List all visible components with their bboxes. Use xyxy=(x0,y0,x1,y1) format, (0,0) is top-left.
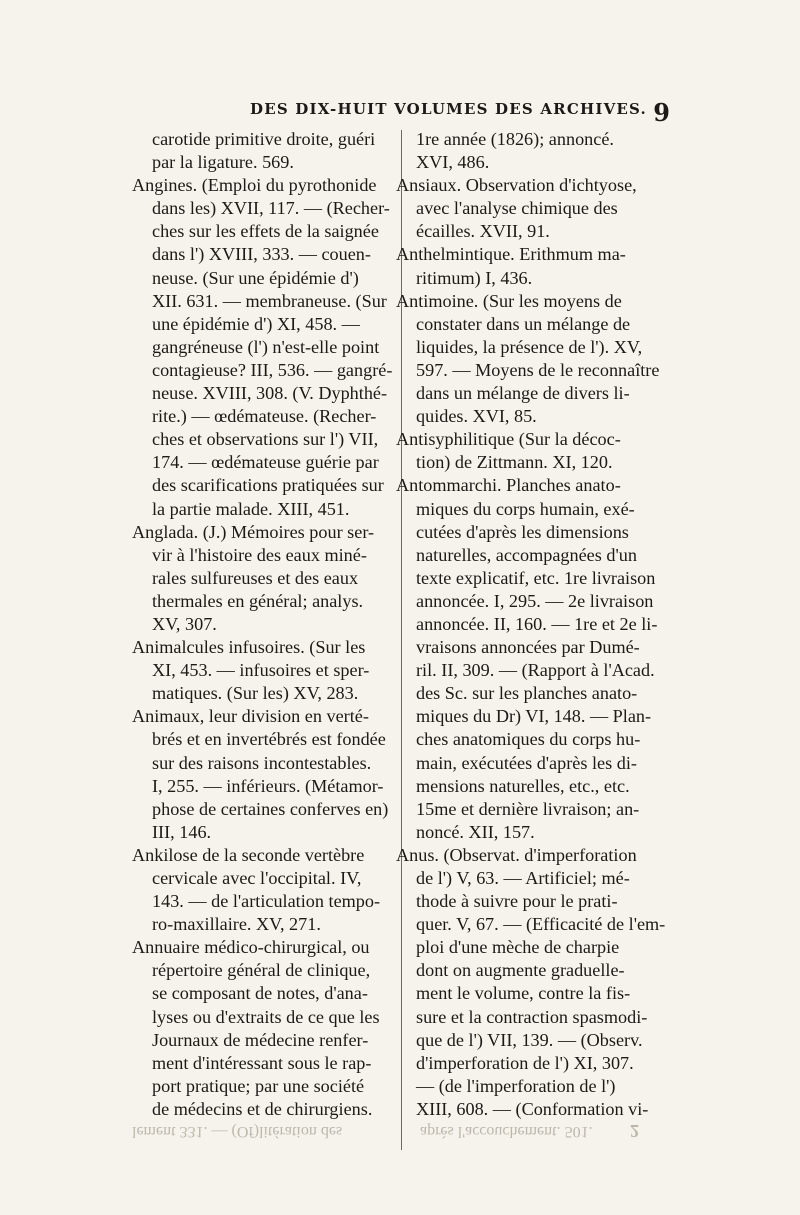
right-column-line: 1re année (1826); annoncé. xyxy=(416,129,614,149)
right-column-line: ril. II, 309. — (Rapport à l'Acad. xyxy=(416,660,655,681)
left-column-line: par la ligature. 569. xyxy=(152,152,294,173)
right-column-line: 597. — Moyens de le reconnaître xyxy=(416,359,660,380)
right-column-line: XVI, 486. xyxy=(416,152,490,173)
left-column-line: phose de certaines conferves en) xyxy=(152,798,389,819)
left-column-line: Angines. (Emploi du pyrothonide xyxy=(132,175,377,196)
page-header xyxy=(150,98,670,130)
left-column-line: rales sulfureuses et des eaux xyxy=(152,567,359,588)
left-column-line: gangréneuse (l') n'est-elle point xyxy=(152,336,380,357)
left-column-line: dans l') XVIII, 333. — couen- xyxy=(152,244,371,265)
left-column-line: neuse. XVIII, 308. (V. Dyphthé- xyxy=(152,383,388,404)
left-column-line: XII. 631. — membraneuse. (Sur xyxy=(152,290,387,311)
right-column-line: mensions naturelles, etc., etc. xyxy=(416,775,630,796)
right-column-line: cutées d'après les dimensions xyxy=(416,521,629,542)
right-column-line: ploi d'une mèche de charpie xyxy=(416,937,620,958)
right-column-line: vraisons annoncées par Dumé- xyxy=(416,637,640,658)
left-column-line: thermales en général; analys. xyxy=(152,590,364,611)
left-column-line: lyses ou d'extraits de ce que les xyxy=(152,1006,380,1027)
left-column-line: se composant de notes, d'ana- xyxy=(152,983,368,1004)
left-column-line: contagieuse? III, 536. — gangré- xyxy=(152,359,393,380)
left-column-line: matiques. (Sur les) XV, 283. xyxy=(152,683,359,704)
right-column-line: annoncée. II, 160. — 1re et 2e li- xyxy=(416,613,658,634)
right-column-line: que de l') VII, 139. — (Observ. xyxy=(416,1029,643,1050)
right-column-line: tion) de Zittmann. XI, 120. xyxy=(416,452,613,473)
left-column-line: port pratique; par une société xyxy=(152,1075,365,1096)
right-column-line: ritimum) I, 436. xyxy=(416,267,533,288)
bleed-through-right: après l'accouchement. 501. xyxy=(420,1123,593,1140)
left-column-line: XI, 453. — infusoires et sper- xyxy=(152,660,370,681)
right-column-line: Antimoine. (Sur les moyens de xyxy=(396,290,622,311)
right-column-line: ches anatomiques du corps hu- xyxy=(416,729,641,750)
left-column-line: carotide primitive droite, guéri xyxy=(152,129,376,149)
right-column-line: liquides, la présence de l'). XV, xyxy=(416,336,643,357)
left-column-line: Animaux, leur division en verté- xyxy=(132,706,369,727)
right-column-line: naturelles, accompagnées d'un xyxy=(416,544,637,565)
left-column-line: la partie malade. XIII, 451. xyxy=(152,498,350,519)
left-column-line: une épidémie d') XI, 458. — xyxy=(152,313,360,334)
right-column-line: quides. XVI, 85. xyxy=(416,406,537,427)
left-column-line: répertoire général de clinique, xyxy=(152,960,371,981)
right-column-line: Antisyphilitique (Sur la décoc- xyxy=(396,429,621,450)
left-column-line: Animalcules infusoires. (Sur les xyxy=(132,637,366,658)
left-column-line: Ankilose de la seconde vertèbre xyxy=(132,844,365,865)
left-column-line: Journaux de médecine renfer- xyxy=(152,1029,369,1050)
right-column-line: dont on augmente graduelle- xyxy=(416,960,625,981)
left-column-line: rite.) — œdémateuse. (Recher- xyxy=(152,406,377,427)
right-column-line: constater dans un mélange de xyxy=(416,313,631,334)
left-column-line: ro-maxillaire. XV, 271. xyxy=(152,914,321,935)
left-column-line: ment d'intéressant sous le rap- xyxy=(152,1052,372,1073)
left-column-line: dans les) XVII, 117. — (Recher- xyxy=(152,198,390,219)
right-column-line: Antommarchi. Planches anato- xyxy=(396,475,621,496)
right-column-line: annoncée. I, 295. — 2e livraison xyxy=(416,590,654,611)
left-column xyxy=(132,128,402,1121)
right-column-line: Ansiaux. Observation d'ichtyose, xyxy=(396,175,637,196)
left-column-line: 143. — de l'articulation tempo- xyxy=(152,891,381,912)
right-column-line: sure et la contraction spasmodi- xyxy=(416,1006,648,1027)
left-column-line: Anglada. (J.) Mémoires pour ser- xyxy=(132,521,375,542)
right-column-line: miques du Dr) VI, 148. — Plan- xyxy=(416,706,652,727)
right-column-line: de l') V, 63. — Artificiel; mé- xyxy=(416,868,630,888)
right-column-line: miques du corps humain, exé- xyxy=(416,498,635,519)
left-column-line: cervicale avec l'occipital. IV, xyxy=(152,868,362,888)
left-column-line: ches sur les effets de la saignée xyxy=(152,221,379,242)
left-column-line: III, 146. xyxy=(152,821,212,842)
left-column-line: 174. — œdémateuse guérie par xyxy=(152,452,379,473)
running-title: DES DIX-HUIT VOLUMES DES ARCHIVES. xyxy=(250,100,647,118)
right-column-line: écailles. XVII, 91. xyxy=(416,221,550,242)
left-column-line: neuse. (Sur une épidémie d') xyxy=(152,267,359,288)
page-number: 9 xyxy=(653,98,670,127)
left-column-line: I, 255. — inférieurs. (Métamor- xyxy=(152,775,384,796)
left-column-line: XV, 307. xyxy=(152,613,217,634)
left-column-line: Annuaire médico-chirurgical, ou xyxy=(132,937,370,958)
right-column xyxy=(396,128,666,1121)
left-column-line: vir à l'histoire des eaux miné- xyxy=(152,544,367,565)
left-column-line: de médecins et de chirurgiens. xyxy=(152,1098,373,1119)
right-column-line: ment le volume, contre la fis- xyxy=(416,983,631,1004)
right-column-line: Anus. (Observat. d'imperforation xyxy=(396,844,637,865)
right-column-line: noncé. XII, 157. xyxy=(416,821,535,842)
right-column-line: XIII, 608. — (Conformation vi- xyxy=(416,1098,649,1119)
right-column-line: avec l'analyse chimique des xyxy=(416,198,618,219)
right-column-line: thode à suivre pour le prati- xyxy=(416,891,618,912)
right-column-line: d'imperforation de l') XI, 307. xyxy=(416,1052,634,1073)
right-column-line: des Sc. sur les planches anato- xyxy=(416,683,638,704)
left-column-line: des scarifications pratiquées sur xyxy=(152,475,384,496)
bleed-through-signature: 2 xyxy=(630,1121,639,1141)
left-column-line: brés et en invertébrés est fondée xyxy=(152,729,386,750)
right-column-line: Anthelmintique. Erithmum ma- xyxy=(396,244,626,265)
left-column-line: sur des raisons incontestables. xyxy=(152,752,372,773)
right-column-line: 15me et dernière livraison; an- xyxy=(416,798,640,819)
right-column-line: main, exécutées d'après les di- xyxy=(416,752,637,773)
left-column-line: ches et observations sur l') VII, xyxy=(152,429,379,450)
bleed-through-left: lement 331. — (Of)litération des xyxy=(132,1123,343,1140)
right-column-line: dans un mélange de divers li- xyxy=(416,383,630,404)
right-column-line: texte explicatif, etc. 1re livraison xyxy=(416,567,656,588)
right-column-line: — (de l'imperforation de l') xyxy=(416,1075,616,1096)
right-column-line: quer. V, 67. — (Efficacité de l'em- xyxy=(416,914,666,935)
